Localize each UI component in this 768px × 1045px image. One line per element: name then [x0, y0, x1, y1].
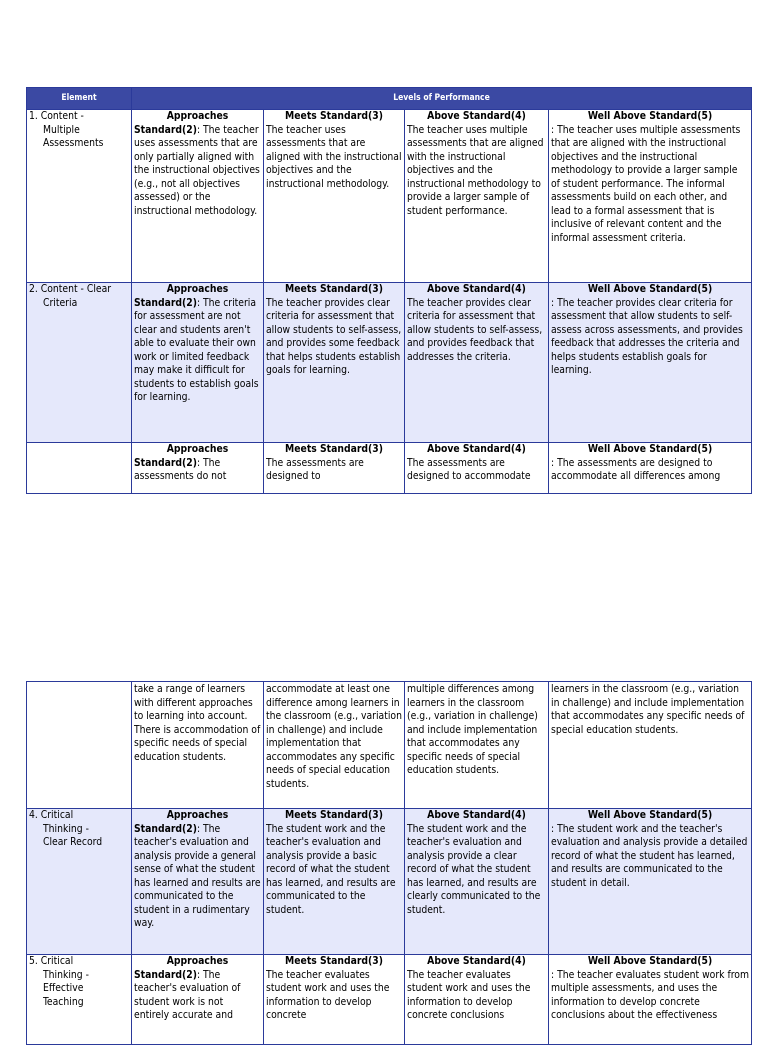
level-cell-approaches: Approaches Standard(2): The teacher's evaluation and analysis provide a general sense of what the student has learned and results are communicated to the student in a rudimentary way. — [132, 809, 264, 955]
table-row — [27, 682, 752, 809]
level-cell-approaches: take a range of learners with different approaches to learning into account. There is accommodation of specific needs of special education students. — [132, 682, 264, 809]
level-cell-meets: Meets Standard(3) The teacher uses assessments that are aligned with the instructional objectives and the instructional methodology. — [264, 110, 405, 283]
level-cell-above: Above Standard(4) The assessments are designed to accommodate — [405, 443, 549, 494]
page-gap — [0, 494, 768, 680]
level-cell-well-above: Well Above Standard(5) : The student work and the teacher's evaluation and analysis provide a detailed record of what the student has learned, and results are communicated to the student in detail. — [549, 809, 752, 955]
rubric-table-page-1 — [26, 87, 752, 494]
level-cell-meets: Meets Standard(3) The teacher provides clear criteria for assessment that allow students to self-assess, and provides some feedback that helps students establish goals for learning. — [264, 283, 405, 443]
level-cell-well-above: Well Above Standard(5) : The teacher uses multiple assessments that are aligned with the instructional objectives and the instructional methodology to provide a larger sample of student performance. The informal assessments build on each other, and lead to a formal assessment that is inclusive of relevant content and the informal assessment criteria. — [549, 110, 752, 283]
level-cell-above: Above Standard(4) The student work and the teacher's evaluation and analysis provide a clear record of what the student has learned, and results are clearly communicated to the student. — [405, 809, 549, 955]
level-cell-well-above: Well Above Standard(5) : The assessments are designed to accommodate all differences among — [549, 443, 752, 494]
table-row — [27, 443, 752, 494]
level-cell-meets: Meets Standard(3) The teacher evaluates student work and uses the information to develop concrete — [264, 955, 405, 1045]
table-row — [27, 283, 752, 443]
header-element: Element — [27, 88, 132, 110]
element-cell — [27, 682, 132, 809]
level-cell-well-above: learners in the classroom (e.g., variation in challenge) and include implementation that accommodates any specific needs of special education students. — [549, 682, 752, 809]
level-cell-approaches: Approaches Standard(2): The teacher's evaluation of student work is not entirely accurate and — [132, 955, 264, 1045]
level-cell-meets: Meets Standard(3) The assessments are designed to — [264, 443, 405, 494]
element-cell: 1. Content - Multiple Assessments — [27, 110, 132, 283]
rubric-table-page-2 — [26, 681, 752, 1045]
header-levels: Levels of Performance — [132, 88, 752, 110]
table-row — [27, 809, 752, 955]
element-cell: 4. Critical Thinking - Clear Record — [27, 809, 132, 955]
level-cell-approaches: Approaches Standard(2): The assessments do not — [132, 443, 264, 494]
level-cell-approaches: Approaches Standard(2): The teacher uses assessments that are only partially aligned with the instructional objectives (e.g., not all objectives assessed) or the instructional methodology. — [132, 110, 264, 283]
level-cell-above: multiple differences among learners in the classroom (e.g., variation in challenge) and include implementation that accommodates any specific needs of special education students. — [405, 682, 549, 809]
table-row — [27, 110, 752, 283]
level-cell-well-above: Well Above Standard(5) : The teacher provides clear criteria for assessment that allow students to self-assess across assessments, and provides feedback that addresses the criteria and helps students establish goals for learning. — [549, 283, 752, 443]
level-cell-meets: Meets Standard(3) The student work and the teacher's evaluation and analysis provide a basic record of what the student has learned, and results are communicated to the student. — [264, 809, 405, 955]
level-cell-above: Above Standard(4) The teacher uses multiple assessments that are aligned with the instructional objectives and the instructional methodology to provide a larger sample of student performance. — [405, 110, 549, 283]
table-row — [27, 955, 752, 1045]
level-cell-above: Above Standard(4) The teacher provides clear criteria for assessment that allow students to self-assess, and provides feedback that addresses the criteria. — [405, 283, 549, 443]
level-cell-approaches: Approaches Standard(2): The criteria for assessment are not clear and students aren't able to evaluate their own work or limited feedback may make it difficult for students to establish goals for learning. — [132, 283, 264, 443]
element-cell — [27, 443, 132, 494]
element-cell: 2. Content - Clear Criteria — [27, 283, 132, 443]
level-cell-well-above: Well Above Standard(5) : The teacher evaluates student work from multiple assessments, and uses the information to develop concrete conclusions about the effectiveness — [549, 955, 752, 1045]
level-cell-meets: accommodate at least one difference among learners in the classroom (e.g., variation in challenge) and include implementation that accommodates any specific needs of special education students. — [264, 682, 405, 809]
element-cell: 5. Critical Thinking - Effective Teaching — [27, 955, 132, 1045]
level-cell-above: Above Standard(4) The teacher evaluates student work and uses the information to develop concrete conclusions — [405, 955, 549, 1045]
